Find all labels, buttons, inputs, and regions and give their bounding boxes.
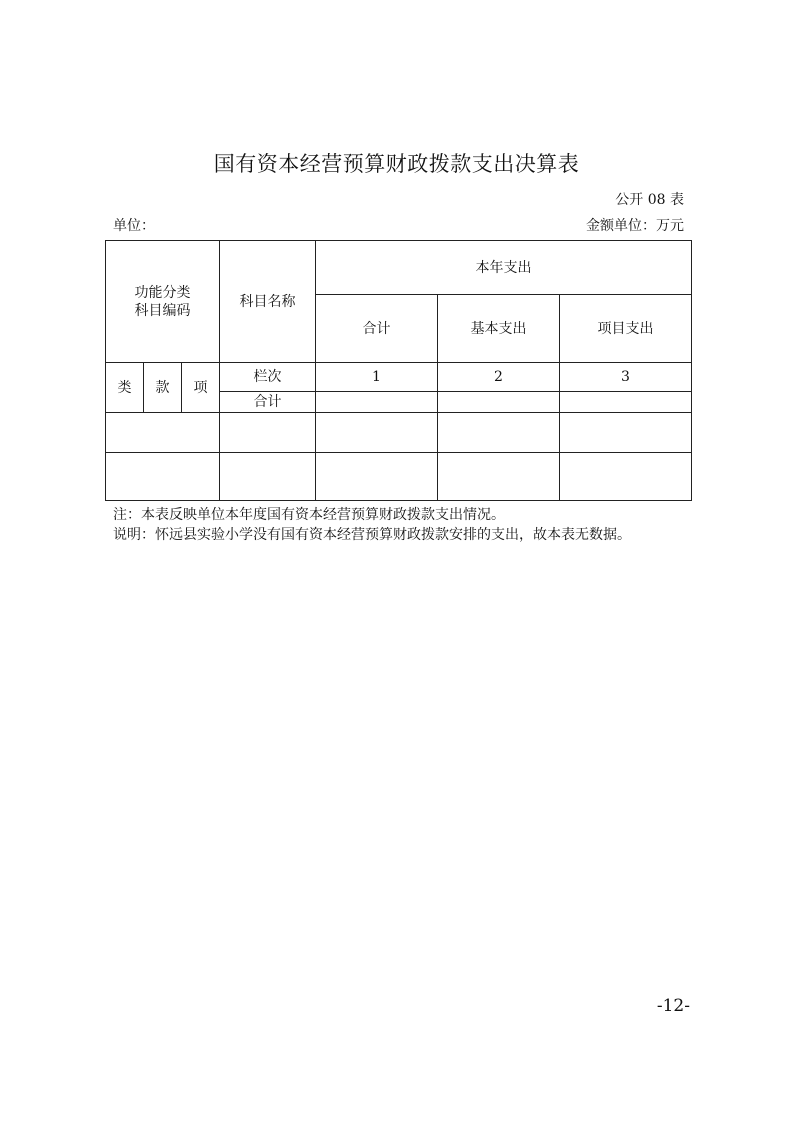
xiang-header: 项 [182, 363, 220, 413]
table-explanation: 说明：怀远县实验小学没有国有资本经营预算财政拨款安排的支出，故本表无数据。 [113, 527, 631, 543]
page-title: 国有资本经营预算财政拨款支出决算表 [213, 152, 580, 176]
table-row [106, 413, 692, 453]
total-row-total [316, 392, 438, 413]
row-total-cell [316, 413, 438, 453]
func-class-line2: 科目编码 [134, 302, 191, 319]
current-year-expense-header: 本年支出 [316, 241, 692, 295]
total-row-basic [438, 392, 560, 413]
row-basic-cell [438, 413, 560, 453]
column-index-row [106, 363, 692, 392]
amount-unit-label: 金额单位：万元 [586, 218, 684, 234]
row-name-cell [220, 453, 316, 501]
total-header: 合计 [316, 295, 438, 363]
row-code-cell [106, 453, 220, 501]
func-class-header [106, 241, 220, 363]
func-class-line1: 功能分类 [134, 284, 191, 301]
page-number: -12- [656, 996, 690, 1016]
column-index-2: 2 [438, 363, 560, 392]
column-index-label: 栏次 [220, 363, 316, 392]
project-expense-header: 项目支出 [560, 295, 692, 363]
row-basic-cell [438, 453, 560, 501]
basic-expense-header: 基本支出 [438, 295, 560, 363]
lei-header: 类 [106, 363, 144, 413]
column-index-3: 3 [560, 363, 692, 392]
total-row-label: 合计 [220, 392, 316, 413]
total-row-project [560, 392, 692, 413]
kuan-header: 款 [144, 363, 182, 413]
expenditure-table [105, 240, 692, 501]
unit-label: 单位： [113, 218, 155, 234]
row-project-cell [560, 413, 692, 453]
table-row [106, 453, 692, 501]
header-row-1 [106, 241, 692, 295]
table-note: 注：本表反映单位本年度国有资本经营预算财政拨款支出情况。 [113, 507, 505, 523]
form-code: 公开 08 表 [615, 192, 684, 208]
row-project-cell [560, 453, 692, 501]
row-code-cell [106, 413, 220, 453]
subject-name-header: 科目名称 [220, 241, 316, 363]
row-name-cell [220, 413, 316, 453]
column-index-1: 1 [316, 363, 438, 392]
row-total-cell [316, 453, 438, 501]
